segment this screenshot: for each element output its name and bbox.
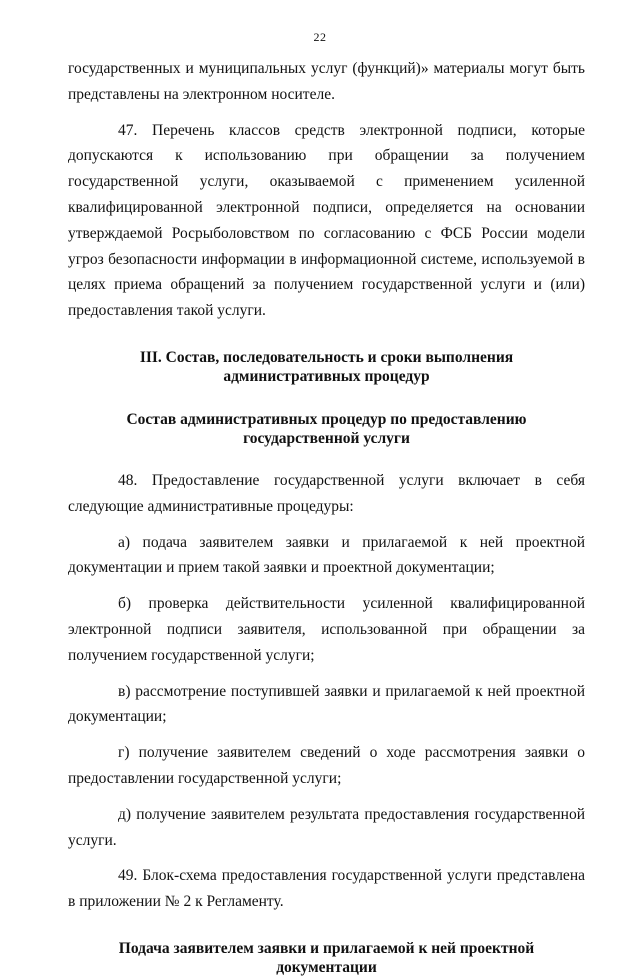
paragraph-48d: г) получение заявителем сведений о ходе рассмотрения заявки о предоставлении государственной услуги; <box>68 744 585 787</box>
section-heading-line2: административных процедур <box>223 367 430 385</box>
subsection-heading <box>68 410 585 448</box>
section-heading <box>68 348 585 386</box>
paragraph-48e: д) получение заявителем результата предоставления государственной услуги. <box>68 805 585 849</box>
paragraph-48a: а) подача заявителем заявки и прилагаемой к ней проектной документации и прием такой заявки и проектной документации; <box>68 533 585 577</box>
paragraph-48: 48. Предоставление государственной услуги включает в себя следующие административные процедуры: <box>68 471 585 515</box>
paragraph-continuation: государственных и муниципальных услуг (функций)» материалы могут быть представлены на электронном носителе. <box>68 60 585 103</box>
subsection-heading-line1: Состав административных процедур по предоставлению <box>126 410 527 428</box>
paragraph-48c: в) рассмотрение поступившей заявки и прилагаемой к ней проектной документации; <box>68 682 585 726</box>
bottom-heading: Подача заявителем заявки и прилагаемой к ней проектной документации <box>118 939 535 976</box>
page-number: 22 <box>313 30 327 44</box>
subsection-heading-line2: государственной услуги <box>243 429 410 447</box>
paragraph-47: 47. Перечень классов средств электронной подписи, которые допускаются к использованию при обращении за получением государственной услуги, оказываемой с применением усиленной квалифицированной электронной подписи, определяется на основании утверждаемой Росрыболовством по согласованию с ФСБ России модели угроз безопасности информации в информационной системе, используемой в целях приема обращений за получением государственной услуги и (или) предоставления такой услуги. <box>68 121 585 320</box>
paragraph-48b: б) проверка действительности усиленной квалифицированной электронной подписи заявителя, использованной при обращении за получением государственной услуги; <box>68 595 585 664</box>
document-body <box>68 56 585 977</box>
paragraph-49: 49. Блок-схема предоставления государственной услуги представлена в приложении № 2 к Регламенту. <box>68 867 585 911</box>
section-heading-line1: III. Состав, последовательность и сроки выполнения <box>139 348 514 366</box>
